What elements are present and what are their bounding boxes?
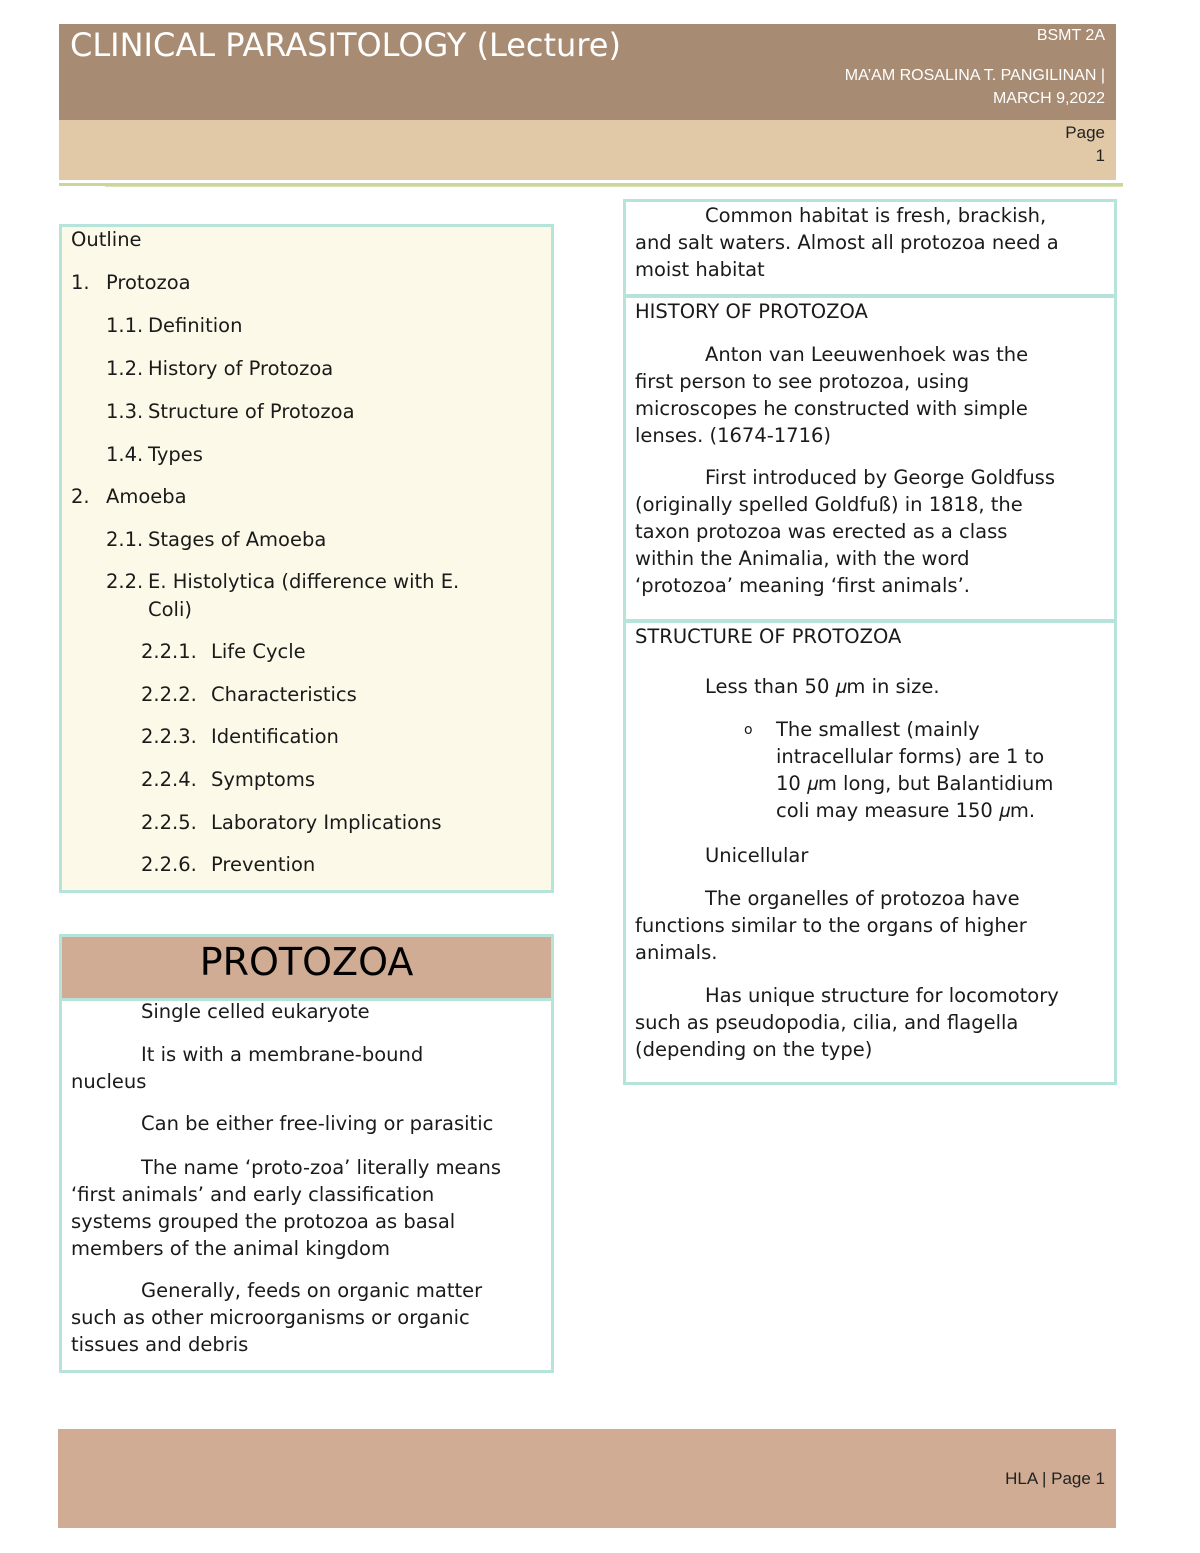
- outline-item: 1.3. Structure of Protozoa: [106, 400, 355, 423]
- document-title: CLINICAL PARASITOLOGY (Lecture): [70, 26, 621, 64]
- header-divider-thin: [105, 186, 1123, 187]
- structure-point-unicellular: Unicellular: [705, 844, 809, 867]
- outline-item: 1.4. Types: [106, 443, 203, 466]
- protozoa-title: PROTOZOA: [199, 940, 414, 984]
- structure-heading: STRUCTURE OF PROTOZOA: [635, 625, 902, 648]
- instructor-date: [765, 64, 1105, 110]
- header-subband: [59, 120, 1116, 180]
- outline-item: 2.2.5. Laboratory Implications: [141, 811, 442, 834]
- header-page-number: [1025, 121, 1105, 167]
- protozoa-section: [59, 934, 554, 1373]
- outline-item: 2.2.3. Identification: [141, 725, 339, 748]
- protozoa-point: Generally, feeds on organic matter such as other microorganisms or organic tissues and debris: [71, 1279, 483, 1356]
- instructor-name: MA’AM ROSALINA T. PANGILINAN |: [844, 67, 1105, 84]
- protozoa-point: The name ‘proto-zoa’ literally means ‘first animals’ and early classification systems grouped the protozoa as basal members of the animal kingdom: [71, 1156, 502, 1260]
- structure-subpoint: The smallest (mainly intracellular forms) are 1 to 10 𝜇m long, but Balantidium coli may measure 150 𝜇m.: [776, 718, 1054, 822]
- history-point: Anton van Leeuwenhoek was the first person to see protozoa, using microscopes he constructed with simple lenses. (1674-1716): [635, 343, 1029, 447]
- structure-section: [623, 620, 1117, 1085]
- habitat-point: Common habitat is fresh, brackish, and salt waters. Almost all protozoa need a moist habitat: [635, 204, 1059, 281]
- history-heading: HISTORY OF PROTOZOA: [635, 300, 868, 323]
- outline-item: 2. Amoeba: [71, 485, 187, 508]
- footer-band: [58, 1429, 1116, 1528]
- lecture-date: MARCH 9,2022: [992, 90, 1105, 107]
- outline-item: 1. Protozoa: [71, 271, 191, 294]
- history-section: [623, 295, 1117, 622]
- outline-item: 2.2.6. Prevention: [141, 853, 316, 876]
- habitat-box: [623, 199, 1117, 297]
- outline-item: 2.2.2. Characteristics: [141, 683, 357, 706]
- protozoa-point: It is with a membrane-bound nucleus: [71, 1043, 424, 1093]
- outline-item: 2.2.4. Symptoms: [141, 768, 316, 791]
- outline-item: 2.2. E. Histolytica (difference with E.: [106, 570, 460, 593]
- structure-point-organelles: The organelles of protozoa have functions similar to the organs of higher animals.: [635, 887, 1027, 964]
- outline-item: 1.2. History of Protozoa: [106, 357, 334, 380]
- page-label: Page: [1065, 123, 1105, 142]
- outline-item: 2.1. Stages of Amoeba: [106, 528, 327, 551]
- class-label: BSMT 2A: [1036, 27, 1105, 44]
- outline-box: [59, 224, 554, 893]
- page-num: 1: [1095, 146, 1105, 165]
- footer-page-label: HLA | Page 1: [1005, 1469, 1105, 1488]
- protozoa-point: Can be either free-living or parasitic: [141, 1112, 494, 1135]
- protozoa-point: Single celled eukaryote: [141, 1000, 370, 1023]
- structure-point-locomotion: Has unique structure for locomotory such as pseudopodia, cilia, and flagella (depending on the type): [635, 984, 1059, 1061]
- structure-point-size: Less than 50 𝜇m in size.: [705, 675, 940, 698]
- outline-item: 1.1. Definition: [106, 314, 243, 337]
- outline-title: Outline: [71, 228, 142, 251]
- sub-bullet-icon: o: [744, 722, 753, 738]
- outline-item: 2.2.1. Life Cycle: [141, 640, 306, 663]
- history-point: First introduced by George Goldfuss (originally spelled Goldfuß) in 1818, the taxon protozoa was erected as a class within the Animalia, with the word ‘protozoa’ meaning ‘first animals’.: [635, 466, 1055, 597]
- outline-item-continuation: Coli): [148, 598, 192, 621]
